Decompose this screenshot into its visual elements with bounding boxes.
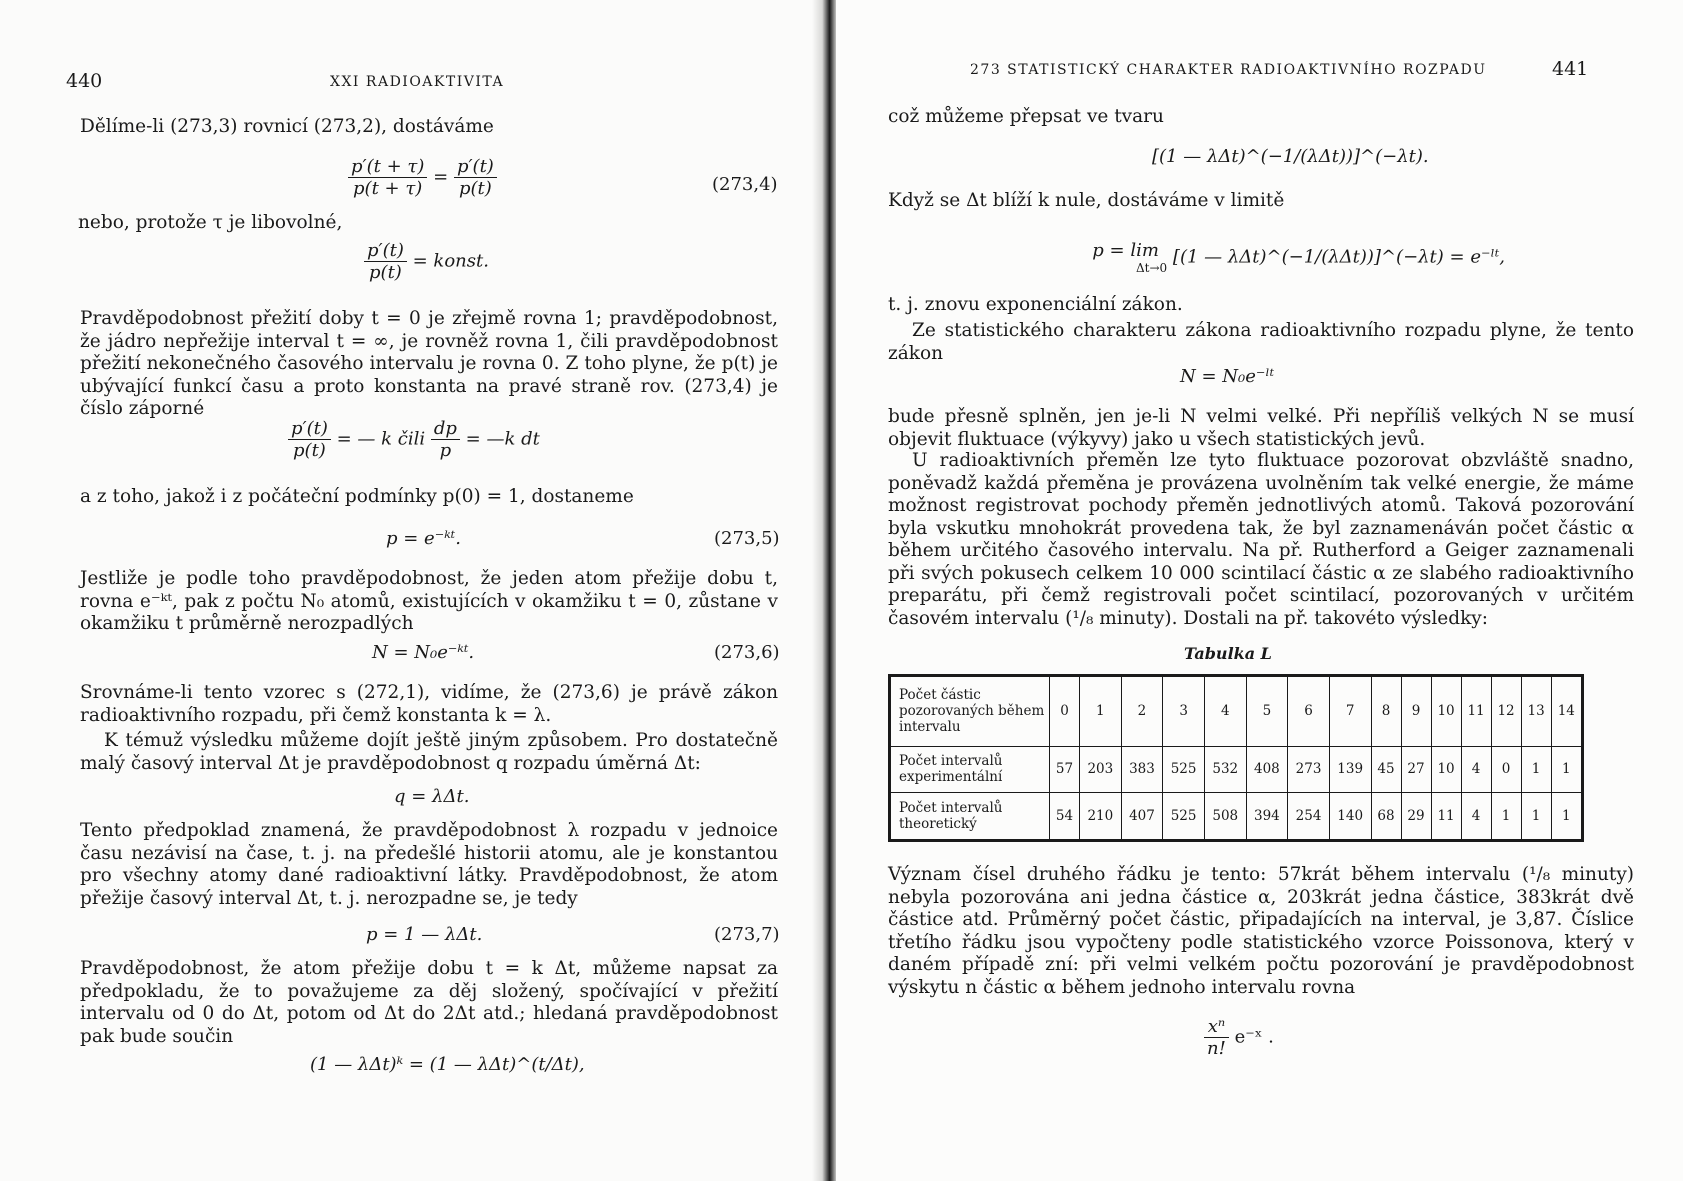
table-row [890,793,1583,841]
table-cell: 5 [1246,676,1288,747]
paragraph: t. j. znovu exponenciální zákon. [888,294,1183,315]
table-cell: 0 [1491,746,1521,793]
equation-q: q = λΔt. [394,786,470,807]
table-cell: 140 [1329,793,1371,841]
paragraph: Dělíme-li (273,3) rovnicí (273,2), dostáváme [80,116,494,137]
paragraph: Když se Δt blíží k nule, dostáváme v limitě [888,190,1285,211]
equation-product: (1 — λΔt)ᵏ = (1 — λΔt)^(t/Δt), [310,1054,585,1075]
paragraph: bude přesně splněn, jen je-li N velmi velké. Při nepříliš velkých N se musí objevit fluktuace (výkyvy) jako u všech statistických jevů. [888,406,1634,450]
equation-label: (273,5) [714,528,780,549]
table-cell: 10 [1431,746,1461,793]
table-cell: 3 [1163,676,1205,747]
table-cell: 408 [1246,746,1288,793]
table-cell: 1 [1080,676,1122,747]
table-cell: 27 [1401,746,1431,793]
eq-den: p(t + τ) [353,178,423,199]
table-cell: 532 [1204,746,1246,793]
eq-limit-body: [(1 — λΔt)^(−1/(λΔt))]^(−λt) = e⁻ˡᵗ, [1172,246,1506,268]
data-table [888,674,1584,842]
table-cell: 525 [1163,746,1205,793]
running-header-left: XXI RADIOAKTIVITA [330,74,505,90]
table-cell: 508 [1204,793,1246,841]
table-cell: 1 [1491,793,1521,841]
eq-den: p(t) [293,440,326,461]
paragraph: Jestliže je podle toho pravděpodobnost, že jeden atom přežije dobu t, rovna e⁻ᵏᵗ, pak z počtu N₀ atomů, existujících v okamžiku t = 0, zůstane v okamžiku t průměrně nerozpadlých [80,568,778,634]
table-cell: 57 [1050,746,1080,793]
eq-num: dp [431,418,460,440]
table-cell: 11 [1461,676,1491,747]
page-number-left: 440 [66,70,103,92]
eq-mid: = — k čili [336,428,426,450]
eq-den: p(t) [369,262,402,283]
eq-rhs: e⁻ˣ . [1234,1026,1274,1048]
table-row [890,746,1583,793]
paragraph: K témuž výsledku můžeme dojít ještě jiným způsobem. Pro dostatečně malý časový interval Δt je pravděpodobnost q rozpadu úměrná Δt: [80,730,778,774]
table-cell: 383 [1121,746,1163,793]
table-cell: 13 [1521,676,1551,747]
eq-den: p(t) [458,178,492,199]
equation-label: (273,4) [712,174,778,195]
equation-label: (273,6) [714,642,780,663]
eq-limit-lhs: p = lim [1092,240,1159,261]
equation-273-7: p = 1 — λΔt. [366,924,483,945]
eq-num: p′(t) [288,418,331,440]
row-label: Počet intervalů experimentální [890,746,1050,793]
table-cell: 1 [1551,746,1582,793]
eq-num: xⁿ [1204,1016,1229,1038]
equation-konst [364,240,489,283]
paragraph: Pravděpodobnost přežití doby t = 0 je zřejmě rovna 1; pravděpodobnost, že jádro nepřežije interval t = ∞, je rovněž rovna 1, čili pravděpodobnost přežití nekonečného časového intervalu je rovna 0. Z toho plyne, že p(t) je ubývající funkcí času a proto konstanta na pravé straně rov. (273,4) je číslo záporné [80,308,778,419]
table-cell: 45 [1371,746,1401,793]
eq-den: p [439,440,452,461]
equation-N: N = N₀e⁻ˡᵗ [1180,366,1275,387]
paragraph: což můžeme přepsat ve tvaru [888,106,1164,127]
table-row [890,676,1583,747]
table-cell: 29 [1401,793,1431,841]
table-cell: 1 [1551,793,1582,841]
table-cell: 6 [1288,676,1330,747]
table-cell: 10 [1431,676,1461,747]
equation-poisson [1204,1016,1274,1059]
table-cell: 9 [1401,676,1431,747]
table-caption: Tabulka L [1184,644,1272,663]
equation-273-4: $\frac{p'(t + \tau)}{p(t + \tau)}$ = $\frac{p'(t)}{p(t)}$ [348,156,497,199]
row-label: Počet intervalů theoretický [890,793,1050,841]
table-cell: 4 [1461,746,1491,793]
table-cell: 4 [1204,676,1246,747]
equation-rewrite: [(1 — λΔt)^(−1/(λΔt))]^(−λt). [1152,146,1429,167]
table-cell: 203 [1080,746,1122,793]
table-cell: 273 [1288,746,1330,793]
table-cell: 0 [1050,676,1080,747]
paragraph: U radioaktivních přeměn lze tyto fluktuace pozorovat obzvláště snadno, poněvadž každá přeměna je provázena uvolněním tak velké energie, že máme možnost registrovat pochody přeměn jednotlivých atomů. Taková pozorování byla vskutku mnohokrát provedena tak, že byl zaznamenáván počet částic α během určitého časového intervalu. Na př. Rutherford a Geiger zaznamenali při svých pokusech celkem 10 000 scintilací částic α ze slabého radioaktivního preparátu, při čemž registrovali počet scintilací, pozorovaných v určitém časovém intervalu (¹/₈ minuty). Dostali na př. takovéto výsledky: [888,450,1634,629]
table-cell: 525 [1163,793,1205,841]
table-cell: 8 [1371,676,1401,747]
table-cell: 14 [1551,676,1582,747]
page-number-right: 441 [1552,58,1589,80]
paragraph: Význam čísel druhého řádku je tento: 57krát během intervalu (¹/₈ minuty) nebyla pozorována ani jedna částice α, 203krát jedna částice, 383krát dvě částice atd. Průměrný počet částic, připadajících na interval, je 3,87. Číslice třetího řádku jsou vypočteny podle statistického vzorce Poissonova, který v daném případě zní: při velmi velkém počtu pozorování je pravděpodobnost výskytu n částic α během jednoho intervalu rovna [888,864,1634,998]
eq-num: p′(t + τ) [348,156,427,178]
equation-k [288,418,540,461]
paragraph: nebo, protože τ je libovolné, [78,212,343,233]
table-cell: 1 [1521,793,1551,841]
row-label: Počet částic pozorovaných během intervalu [890,676,1050,747]
table-cell: 11 [1431,793,1461,841]
paragraph: Srovnáme-li tento vzorec s (272,1), vidíme, že (273,6) je právě zákon radioaktivního rozpadu, při čemž konstanta k = λ. [80,682,778,726]
running-header-right: 273 STATISTICKÝ CHARAKTER RADIOAKTIVNÍHO ROZPADU [970,62,1487,78]
paragraph: Pravděpodobnost, že atom přežije dobu t = k Δt, můžeme napsat za předpokladu, že to považujeme za děj složený, spočívající v přežití intervalu od 0 do Δt, potom od Δt do 2Δt atd.; hledaná pravděpodobnost pak bude součin [80,958,778,1047]
table-cell: 394 [1246,793,1288,841]
equation-limit [1084,240,1505,275]
eq-num: p′(t) [364,240,407,262]
paragraph: a z toho, jakož i z počáteční podmínky p(0) = 1, dostaneme [80,486,634,507]
table-cell: 12 [1491,676,1521,747]
table-cell: 407 [1121,793,1163,841]
right-page [836,0,1683,1181]
paragraph: Ze statistického charakteru zákona radioaktivního rozpadu plyne, že tento zákon [888,320,1634,364]
eq-rhs: = —k dt [465,428,540,450]
table-cell: 1 [1521,746,1551,793]
table-cell: 7 [1329,676,1371,747]
equation-273-5: p = e⁻ᵏᵗ. [386,528,461,549]
eq-den: n! [1207,1038,1226,1059]
table-cell: 139 [1329,746,1371,793]
equation-273-6: N = N₀e⁻ᵏᵗ. [372,642,475,663]
eq-rhs: = konst. [412,250,489,272]
equation-label: (273,7) [714,924,780,945]
table-cell: 2 [1121,676,1163,747]
eq-limit-sub: Δt→0 [1136,261,1168,275]
table-cell: 254 [1288,793,1330,841]
table-cell: 210 [1080,793,1122,841]
table-cell: 54 [1050,793,1080,841]
table-cell: 68 [1371,793,1401,841]
left-page [0,0,820,1181]
eq-num: p′(t) [454,156,497,178]
table-cell: 4 [1461,793,1491,841]
paragraph: Tento předpoklad znamená, že pravděpodobnost λ rozpadu v jednoice času nezávisí na čase, t. j. na předešlé historii atomu, ale je konstantou pro všechny atomy dané radioaktivní látky. Pravděpodobnost, že atom přežije časový interval Δt, t. j. nerozpadne se, je tedy [80,820,778,909]
